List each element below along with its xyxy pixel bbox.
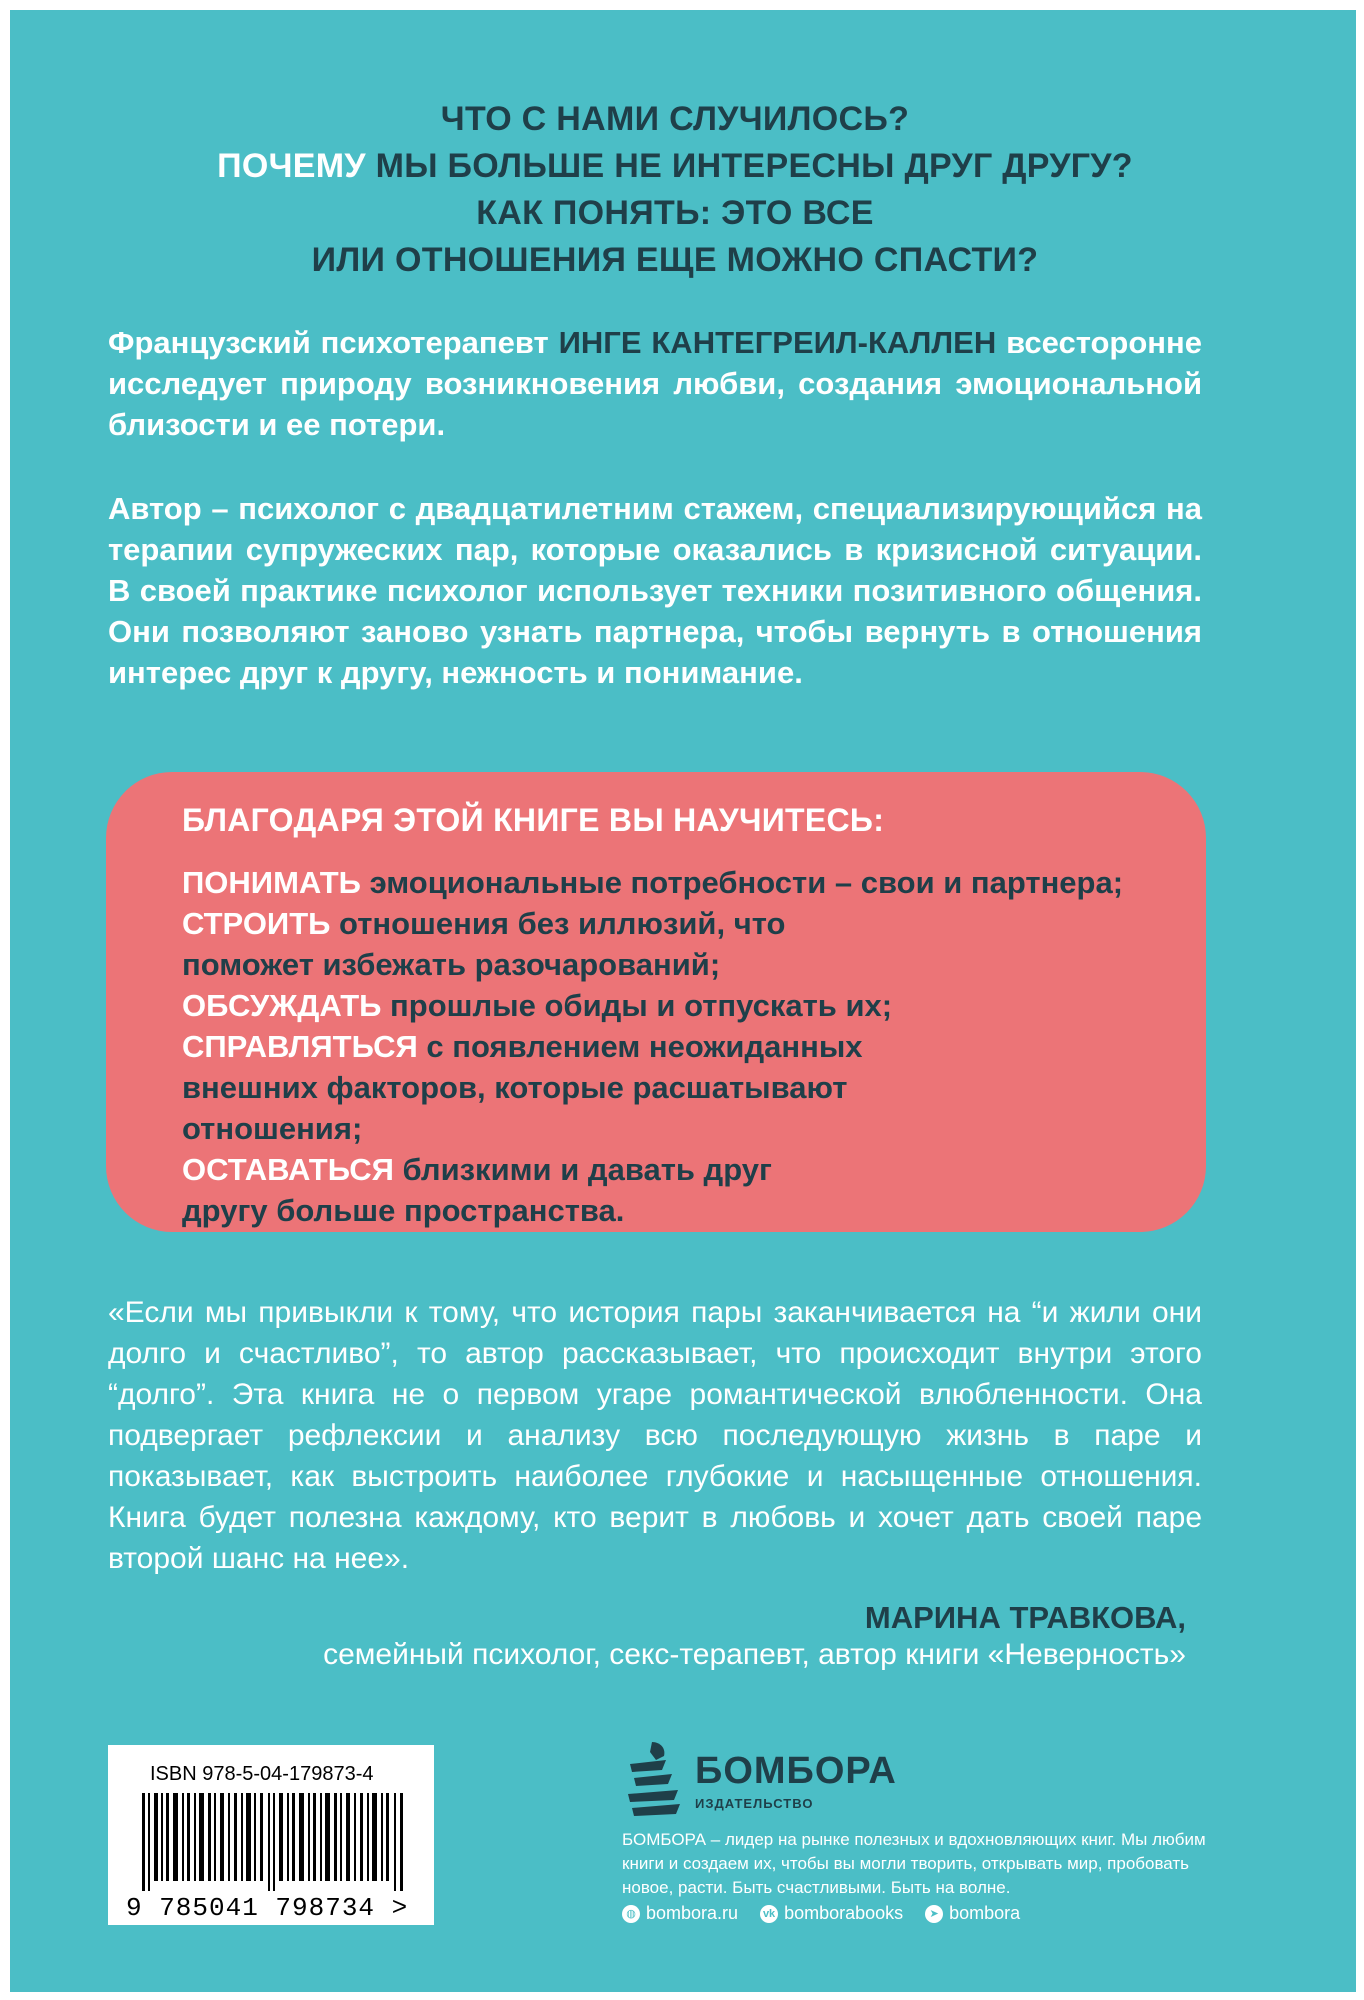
skill-item [182,862,1142,903]
social-link-telegram[interactable] [925,1903,1020,1924]
social-link-website[interactable] [622,1903,738,1924]
question-1: ЧТО С НАМИ СЛУЧИЛОСЬ? [440,100,910,138]
globe-icon: ◍ [622,1905,640,1923]
skill-text: отношения без иллюзий, что поможет избежать разочарований; [182,906,786,982]
intro-suffix: всесторонне исследует природу возникновения любви, создания эмоциональной близости и ее потери. [108,325,1202,442]
book-author-name: ИНГЕ КАНТЕГРЕИЛ-КАЛЛЕН [558,325,997,360]
skills-heading: БЛАГОДАРЯ ЭТОЙ КНИГЕ ВЫ НАУЧИТЕСЬ: [182,802,885,838]
publisher-subtitle: ИЗДАТЕЛЬСТВО [695,1796,814,1811]
vk-icon: vk [760,1905,778,1923]
skill-verb: СПРАВЛЯТЬСЯ [182,1029,418,1064]
isbn-number: ISBN 978-5-04-179873-4 [150,1763,374,1785]
question-2 [10,143,1340,190]
publisher-logo [622,1738,897,1823]
skill-verb: ОБСУЖДАТЬ [182,988,382,1023]
social-label: bombora [949,1903,1021,1923]
question-2-highlight: ПОЧЕМУ [217,147,366,185]
skill-item [182,1149,782,1231]
skill-item [182,1026,872,1149]
skill-text: с появлением неожиданных внешних факторов, которые расшатывают отношения; [182,1029,863,1146]
publisher-name: БОМБОРА [695,1750,897,1792]
skill-item [182,985,1142,1026]
reviewer-name: МАРИНА ТРАВКОВА, [864,1600,1186,1635]
publisher-description: БОМБОРА – лидер на рынке полезных и вдохновляющих книг. Мы любим книги и создаем их, чтобы вы могли творить, открывать мир, пробовать новое, расти. Быть счастливыми. Быть на волне. [622,1830,1206,1897]
skill-text: близкими и давать друг другу больше пространства. [182,1152,772,1228]
telegram-icon: ➤ [925,1905,943,1923]
isbn-barcode [108,1745,434,1925]
skills-list [182,862,1142,1231]
skills-box [106,772,1206,1232]
skill-text: эмоциональные потребности – свои и партнера; [360,865,1124,900]
book-back-cover [10,10,1356,1992]
barcode-bars [138,1793,408,1891]
skill-verb: ОСТАВАТЬСЯ [182,1152,394,1187]
publisher-emblem-icon [622,1738,684,1818]
social-link-vk[interactable] [760,1903,903,1924]
intro-prefix: Французский психотерапевт [108,325,559,360]
publisher-socials [622,1903,1020,1924]
social-label: bomborabooks [784,1903,904,1923]
skill-item [182,903,802,985]
question-2-rest: МЫ БОЛЬШЕ НЕ ИНТЕРЕСНЫ ДРУГ ДРУГУ? [365,147,1133,185]
question-3: КАК ПОНЯТЬ: ЭТО ВСЕ [476,194,874,232]
barcode-digits: 9 785041 798734 > [126,1893,409,1923]
skill-text: прошлые обиды и отпускать их; [381,988,893,1023]
social-label: bombora.ru [646,1903,739,1923]
headline-questions [10,96,1340,284]
about-paragraph: Автор – психолог с двадцатилетним стажем, специализирующийся на терапии супружеских пар, которые оказались в кризисной ситуации. В своей практике психолог использует техники позитивного общения. Они позволяют заново узнать партнера, чтобы вернуть в отношения интерес друг к другу, нежность и понимание. [108,491,1202,690]
review-quote: «Если мы привыкли к тому, что история пары заканчивается на “и жили они долго и счастливо”, то автор рассказывает, что происходит внутри этого “долго”. Эта книга не о первом угаре романтической влюбленности. Она подвергает рефлексии и анализу всю последующую жизнь в паре и показывает, как выстроить наиболее глубокие и насыщенные отношения. Книга будет полезна каждому, кто верит в любовь и хочет дать своей паре второй шанс на нее». [108,1296,1202,1575]
question-4: ИЛИ ОТНОШЕНИЯ ЕЩЕ МОЖНО СПАСТИ? [311,241,1039,279]
reviewer-description: семейный психолог, секс-терапевт, автор книги «Неверность» [323,1638,1186,1671]
skill-verb: СТРОИТЬ [182,906,331,941]
skill-verb: ПОНИМАТЬ [182,865,361,900]
intro-paragraph [108,322,1202,445]
